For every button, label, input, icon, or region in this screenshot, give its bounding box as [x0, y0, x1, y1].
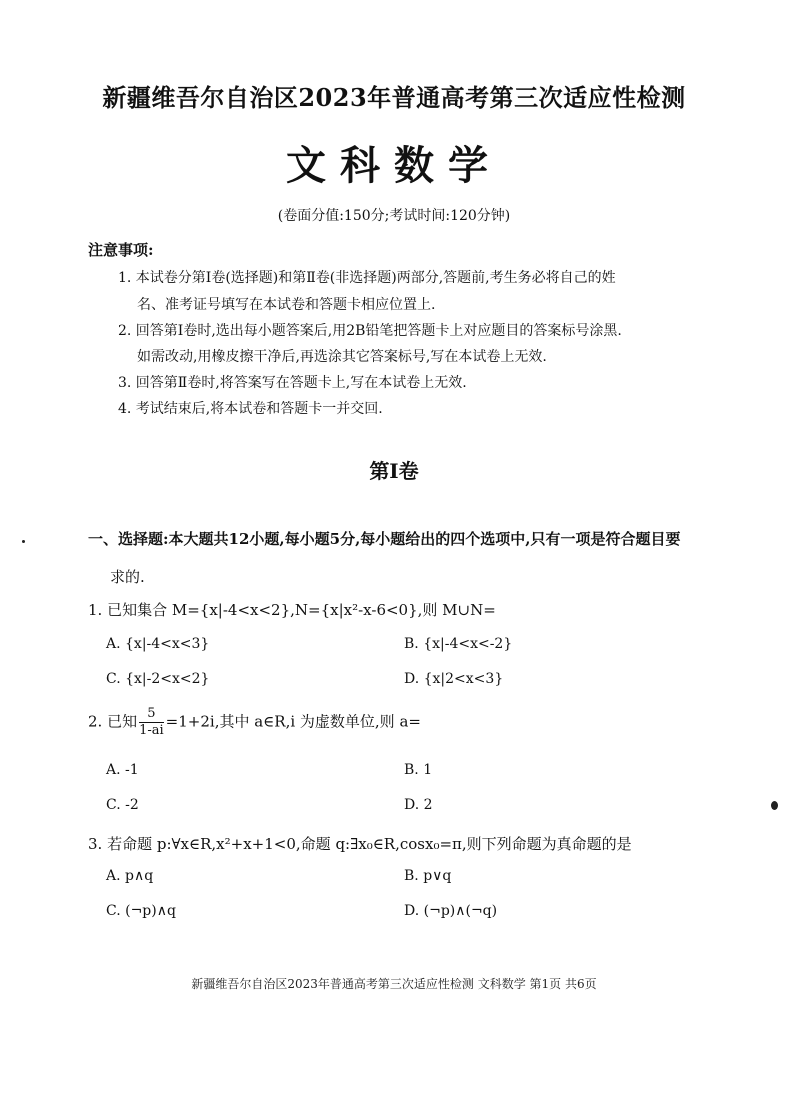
question-3-option-c: C. (¬p)∧q — [106, 903, 176, 919]
question-3-stem: 3. 若命题 p:∀x∈R,x²+x+1<0,命题 q:∃x₀∈R,cosx₀=π,则下列命题为真命题的是 — [88, 835, 632, 853]
question-2-fraction — [139, 706, 164, 739]
question-1-option-b: B. {x|-4<x<-2} — [404, 636, 513, 652]
fraction-numerator: 5 — [139, 706, 164, 723]
score-info: (卷面分值:150分;考试时间:120分钟) — [277, 208, 511, 224]
question-3-option-a: A. p∧q — [106, 868, 154, 884]
question-2-stem — [88, 706, 421, 739]
section-title: 第Ⅰ卷 — [369, 459, 419, 483]
question-2-prefix: 2. 已知 — [88, 712, 138, 731]
part-heading: 一、选择题:本大题共12小题,每小题5分,每小题给出的四个选项中,只有一项是符合题目要 — [88, 530, 681, 548]
question-2-option-b: B. 1 — [404, 762, 433, 778]
notice-item-3: 3. 回答第Ⅱ卷时,将答案写在答题卡上,写在本试卷上无效. — [118, 375, 467, 391]
scan-speck — [771, 801, 778, 810]
question-1-option-d: D. {x|2<x<3} — [404, 671, 504, 687]
fraction-denominator: 1-ai — [139, 723, 164, 738]
subject-title: 文科数学 — [286, 142, 502, 189]
page-footer: 新疆维吾尔自治区2023年普通高考第三次适应性检测 文科数学 第1页 共6页 — [191, 977, 597, 991]
question-1-option-c: C. {x|-2<x<2} — [106, 671, 210, 687]
question-2-option-a: A. -1 — [106, 762, 139, 778]
question-1-stem: 1. 已知集合 M={x|-4<x<2},N={x|x²-x-6<0},则 M∪N= — [88, 601, 496, 619]
question-3-option-b: B. p∨q — [404, 868, 452, 884]
notice-item-1-cont: 名、准考证号填写在本试卷和答题卡相应位置上. — [137, 297, 436, 313]
question-1-option-a: A. {x|-4<x<3} — [106, 636, 210, 652]
part-heading-cont: 求的. — [110, 568, 145, 586]
notice-item-4: 4. 考试结束后,将本试卷和答题卡一并交回. — [118, 401, 383, 417]
question-3-option-d: D. (¬p)∧(¬q) — [404, 903, 498, 919]
exam-title: 新疆维吾尔自治区2023年普通高考第三次适应性检测 — [102, 83, 686, 112]
notice-title: 注意事项: — [88, 241, 154, 259]
notice-item-1: 1. 本试卷分第Ⅰ卷(选择题)和第Ⅱ卷(非选择题)两部分,答题前,考生务必将自己的姓 — [118, 270, 616, 286]
question-2-option-c: C. -2 — [106, 797, 139, 813]
notice-item-2-cont: 如需改动,用橡皮擦干净后,再选涂其它答案标号,写在本试卷上无效. — [137, 349, 547, 365]
notice-item-2: 2. 回答第Ⅰ卷时,选出每小题答案后,用2B铅笔把答题卡上对应题目的答案标号涂黑. — [118, 323, 622, 339]
scan-speck — [22, 540, 25, 543]
question-2-option-d: D. 2 — [404, 797, 433, 813]
question-2-suffix: =1+2i,其中 a∈R,i 为虚数单位,则 a= — [165, 712, 421, 731]
